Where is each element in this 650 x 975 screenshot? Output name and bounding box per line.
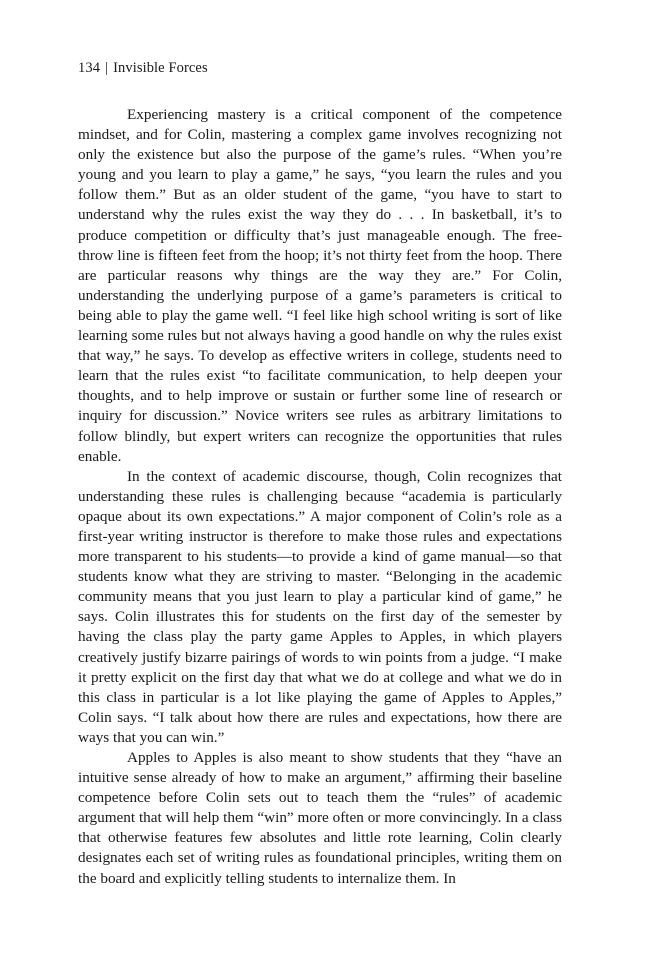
paragraph-3: Apples to Apples is also meant to show students that they “have an intuitive sense already of how to make an argument,” affirming their baseline competence before Colin sets out to teach them the “rules” of academic argument that will help them “win” more often or more convincingly. In a class that otherwise features few absolutes and little rote learning, Colin clearly designates each set of writing rules as foundational principles, writing them on the board and explicitly telling students to internalize them. In bbox=[78, 749, 562, 887]
page-number: 134 bbox=[78, 60, 101, 76]
header-separator: | bbox=[105, 60, 109, 76]
running-head bbox=[78, 60, 208, 77]
paragraph-1: Experiencing mastery is a critical component of the competence mindset, and for Colin, mastering a complex game involves recognizing not only the existence but also the purpose of the game’s rules. “When you’re young and you learn to play a game,” he says, “you learn the rules and you follow them.” But as an older student of the game, “you have to start to understand why the rules exist the way they do . . . In basketball, it’s to produce competition or difficulty that’s just manageable enough. The free-throw line is fifteen feet from the hoop; it’s not thirty feet from the hoop. There are particular reasons why things are the way they are.” For Colin, understanding the underlying purpose of a game’s parameters is critical to being able to play the game well. “I feel like high school writing is sort of like learning some rules but not always having a good handle on why the rules exist that way,” he says. To develop as effective writers in college, students need to learn that the rules exist “to facilitate communication, to help deepen your thoughts, and to help improve or sustain or further some line of research or inquiry for discussion.” Novice writers see rules as arbitrary limitations to follow blindly, but expert writers can recognize the opportunities that rules enable. bbox=[78, 106, 562, 465]
book-title: Invisible Forces bbox=[113, 60, 208, 76]
body-text bbox=[78, 105, 562, 889]
paragraph-2: In the context of academic discourse, though, Colin recognizes that understanding these rules is challenging because “academia is particularly opaque about its own expectations.” A major component of Colin’s role as a first-year writing instructor is therefore to make those rules and expectations more transparent to his students—to provide a kind of game manual—so that students know what they are striving to master. “Belonging in the academic community means that you just learn to play a particular kind of game,” he says. Colin illustrates this for students on the first day of the semester by having the class play the party game Apples to Apples, in which players creatively justify bizarre pairings of words to win points from a judge. “I make it pretty explicit on the first day that what we do at college and what we do in this class in particular is a lot like playing the game of Apples to Apples,” Colin says. “I talk about how there are rules and expectations, how there are ways that you can win.” bbox=[78, 467, 562, 746]
